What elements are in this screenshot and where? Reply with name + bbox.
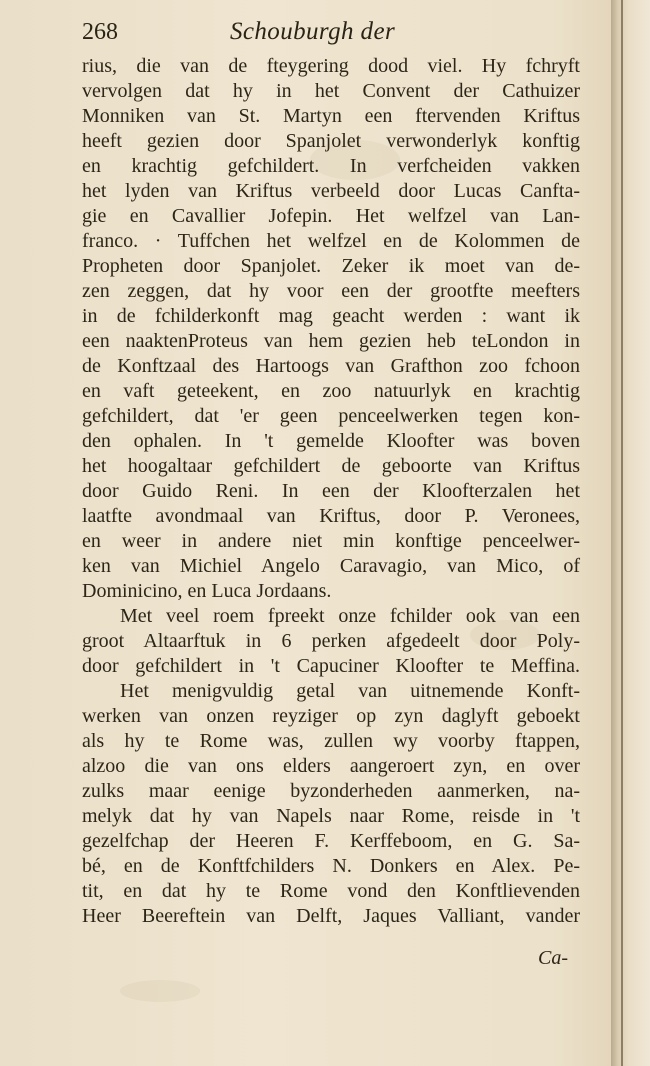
text-line: Propheten door Spanjolet. Zeker ik moet van de- <box>82 255 580 277</box>
book-gutter <box>611 0 650 1066</box>
text-line: Heer Beereftein van Delft, Jaques Valliant, vander <box>82 905 580 927</box>
text-line: zulks maar eenige byzonderheden aanmerken, na- <box>82 780 580 802</box>
text-line: in de fchilderkonft mag geacht werden : want ik <box>82 305 580 327</box>
text-line: alzoo die van ons elders aangeroert zyn, en over <box>82 755 580 777</box>
text-line: gezelfchap der Heeren F. Kerffeboom, en G. Sa- <box>82 830 580 852</box>
text-line: gefchildert, dat 'er geen penceelwerken tegen kon- <box>82 405 580 427</box>
text-line: gie en Cavallier Jofepin. Het welfzel van Lan- <box>82 205 580 227</box>
text-line: den ophalen. In 't gemelde Kloofter was boven <box>82 430 580 452</box>
page-number: 268 <box>82 19 118 45</box>
text-line: vervolgen dat hy in het Convent der Cathuizer <box>82 80 580 102</box>
text-line: en vaft geteekent, en zoo natuurlyk en krachtig <box>82 380 580 402</box>
text-line: een naaktenProteus van hem gezien heb teLondon in <box>82 330 580 352</box>
text-line: het hoogaltaar gefchildert de geboorte van Kriftus <box>82 455 580 477</box>
text-line: zen zeggen, dat hy voor een der grootfte meefters <box>82 280 580 302</box>
page-header <box>82 17 582 47</box>
text-line: als hy te Rome was, zullen wy voorby ftappen, <box>82 730 580 752</box>
text-line: door Guido Reni. In een der Kloofterzalen het <box>82 480 580 502</box>
text-line: ken van Michiel Angelo Caravagio, van Mico, of <box>82 555 580 577</box>
text-line: melyk dat hy van Napels naar Rome, reisde in 't <box>82 805 580 827</box>
text-line: werken van onzen reyziger op zyn daglyft geboekt <box>82 705 580 727</box>
text-line: het lyden van Kriftus verbeeld door Lucas Canfta- <box>82 180 580 202</box>
text-line: tit, en dat hy te Rome vond den Konftlievenden <box>82 880 580 902</box>
text-line: en krachtig gefchildert. In verfcheiden vakken <box>82 155 580 177</box>
text-line: Monniken van St. Martyn een ftervenden Kriftus <box>82 105 580 127</box>
text-line: bé, en de Konftfchilders N. Donkers en Alex. Pe- <box>82 855 580 877</box>
catchword: Ca- <box>538 947 568 969</box>
text-line: Het menigvuldig getal van uitnemende Konft- <box>120 680 580 702</box>
text-line: Dominicino, en Luca Jordaans. <box>82 580 332 602</box>
text-line: heeft gezien door Spanjolet verwonderlyk konftig <box>82 130 580 152</box>
text-line: groot Altaarftuk in 6 perken afgedeelt door Poly- <box>82 630 580 652</box>
running-head: Schouburgh der <box>230 18 396 45</box>
paper-stain <box>120 980 200 1002</box>
text-line: rius, die van de fteygering dood viel. Hy fchryft <box>82 55 580 77</box>
text-line: en weer in andere niet min konftige penceelwer- <box>82 530 580 552</box>
text-line: de Konftzaal des Hartoogs van Grafthon zoo fchoon <box>82 355 580 377</box>
text-line: Met veel roem fpreekt onze fchilder ook van een <box>120 605 580 627</box>
gutter-shadow <box>621 0 623 1066</box>
text-line: franco. · Tuffchen het welfzel en de Kolommen de <box>82 230 580 252</box>
text-line: laatfte avondmaal van Kriftus, door P. Veronees, <box>82 505 580 527</box>
body-text <box>82 54 580 929</box>
text-line: door gefchildert in 't Capuciner Kloofter te Meffina. <box>82 655 580 677</box>
